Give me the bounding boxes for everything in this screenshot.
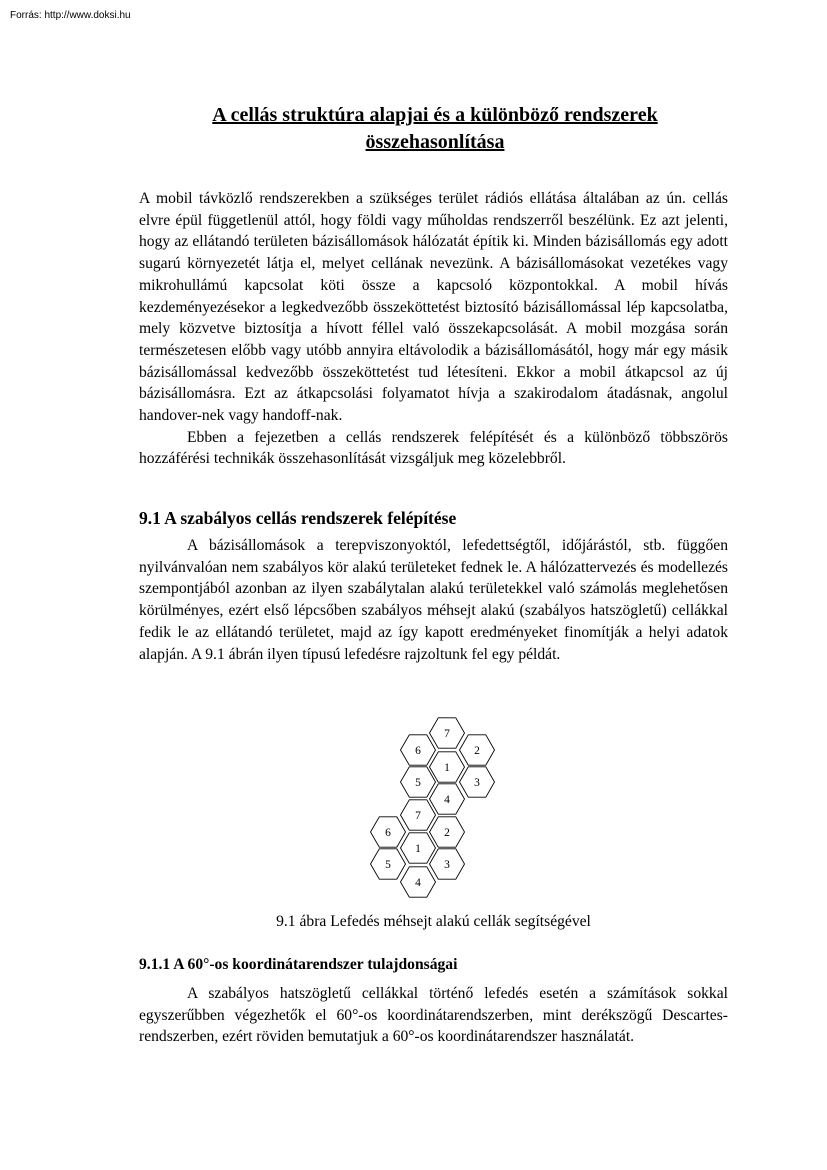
section-9-1-1-paragraph: A szabályos hatszögletű cellákkal történő lefedés esetén a számítások sokkal egyszerűbben végezhetők el 60°-os koordinátarendszerben, mint derékszögű Descartes-rendszerben, ezért röviden bemutatjuk a 60°-os koordinátarendszer használatát.: [139, 985, 728, 1046]
hex-cell-label: 3: [444, 859, 450, 871]
hexagon-cell-figure: [360, 712, 510, 898]
source-url: Forrás: http://www.doksi.hu: [10, 10, 131, 21]
hex-cell-label: 2: [474, 745, 480, 757]
section-9-1-paragraph: A bázisállomások a terepviszonyoktól, lefedettségtől, időjárástól, stb. függően nyilvánvalóan nem szabályos kör alakú területeket fednek le. A hálózattervezés és modellezés szempontjából azonban az ilyen szabálytalan alakú területekkel való számolás meglehetősen körülményes, ezért első lépcsőben szabályos méhsejt alakú (szabályos hatszögletű) cellákkal fedik le az ellátandó területet, majd az így kapott eredményeket finomítják a helyi adatok alapján. A 9.1 ábrán ilyen típusú lefedésre rajzoltunk fel egy példát.: [139, 537, 728, 663]
page-title: [120, 102, 750, 156]
hex-cell-label: 7: [444, 728, 450, 740]
section-heading-9-1-1: 9.1.1 A 60°-os koordinátarendszer tulajdonságai: [139, 956, 458, 973]
hex-cell-label: 5: [385, 859, 391, 871]
title-line-1: A cellás struktúra alapjai és a különböző rendszerek: [212, 104, 658, 126]
hex-cell-label: 6: [385, 827, 391, 839]
hex-cell-label: 4: [415, 877, 421, 889]
intro-text: [139, 188, 728, 470]
hex-cell-label: 4: [444, 794, 450, 806]
hex-cell-label: 6: [415, 745, 421, 757]
section-9-1-text: [139, 535, 728, 665]
intro-paragraph-2: Ebben a fejezetben a cellás rendszerek felépítését és a különböző többszörös hozzáférési technikák összehasonlítását vizsgáljuk meg közelebbről.: [139, 428, 728, 468]
hex-cell-label: 1: [415, 843, 421, 855]
section-heading-9-1: 9.1 A szabályos cellás rendszerek felépítése: [139, 508, 457, 528]
hex-cell-label: 1: [444, 762, 450, 774]
hex-cell-label: 5: [415, 777, 421, 789]
title-line-2: összehasonlítása: [365, 131, 505, 153]
figure-caption: 9.1 ábra Lefedés méhsejt alakú cellák segítségével: [276, 913, 591, 930]
hex-cell-label: 7: [415, 810, 421, 822]
hex-cell-label: 3: [474, 777, 480, 789]
hex-cell-label: 2: [444, 827, 450, 839]
intro-paragraph-1: A mobil távközlő rendszerekben a szükséges terület rádiós ellátása általában az ún. cellás elvre épül függetlenül attól, hogy földi vagy műholdas rendszerről beszélünk. Ez azt jelenti, hogy az ellátandó területen bázisállomások hálózatát építik ki. Minden bázisállomás egy adott sugarú környezetét látja el, melyet cellának nevezünk. A bázisállomásokat vezetékes vagy mikrohullámú kapcsolat köti össze a kapcsoló központokkal. A mobil hívás kezdeményezésekor a legkedvezőbb összeköttetést biztosító bázisállomással lép kapcsolatba, mely közvetve biztosítja a hívott féllel való összekapcsolását. A mobil mozgása során természetesen előbb vagy utóbb annyira eltávolodik a bázisállomásától, hogy már egy másik bázisállomással kedvezőbb összeköttetést tud létesíteni. Ekkor a mobil átkapcsol az új bázisállomásra. Ezt az átkapcsolási folyamatot hívja a szakirodalom átadásnak, angolul handover-nek vagy handoff-nak.: [139, 190, 728, 425]
section-9-1-1-text: [139, 983, 728, 1048]
